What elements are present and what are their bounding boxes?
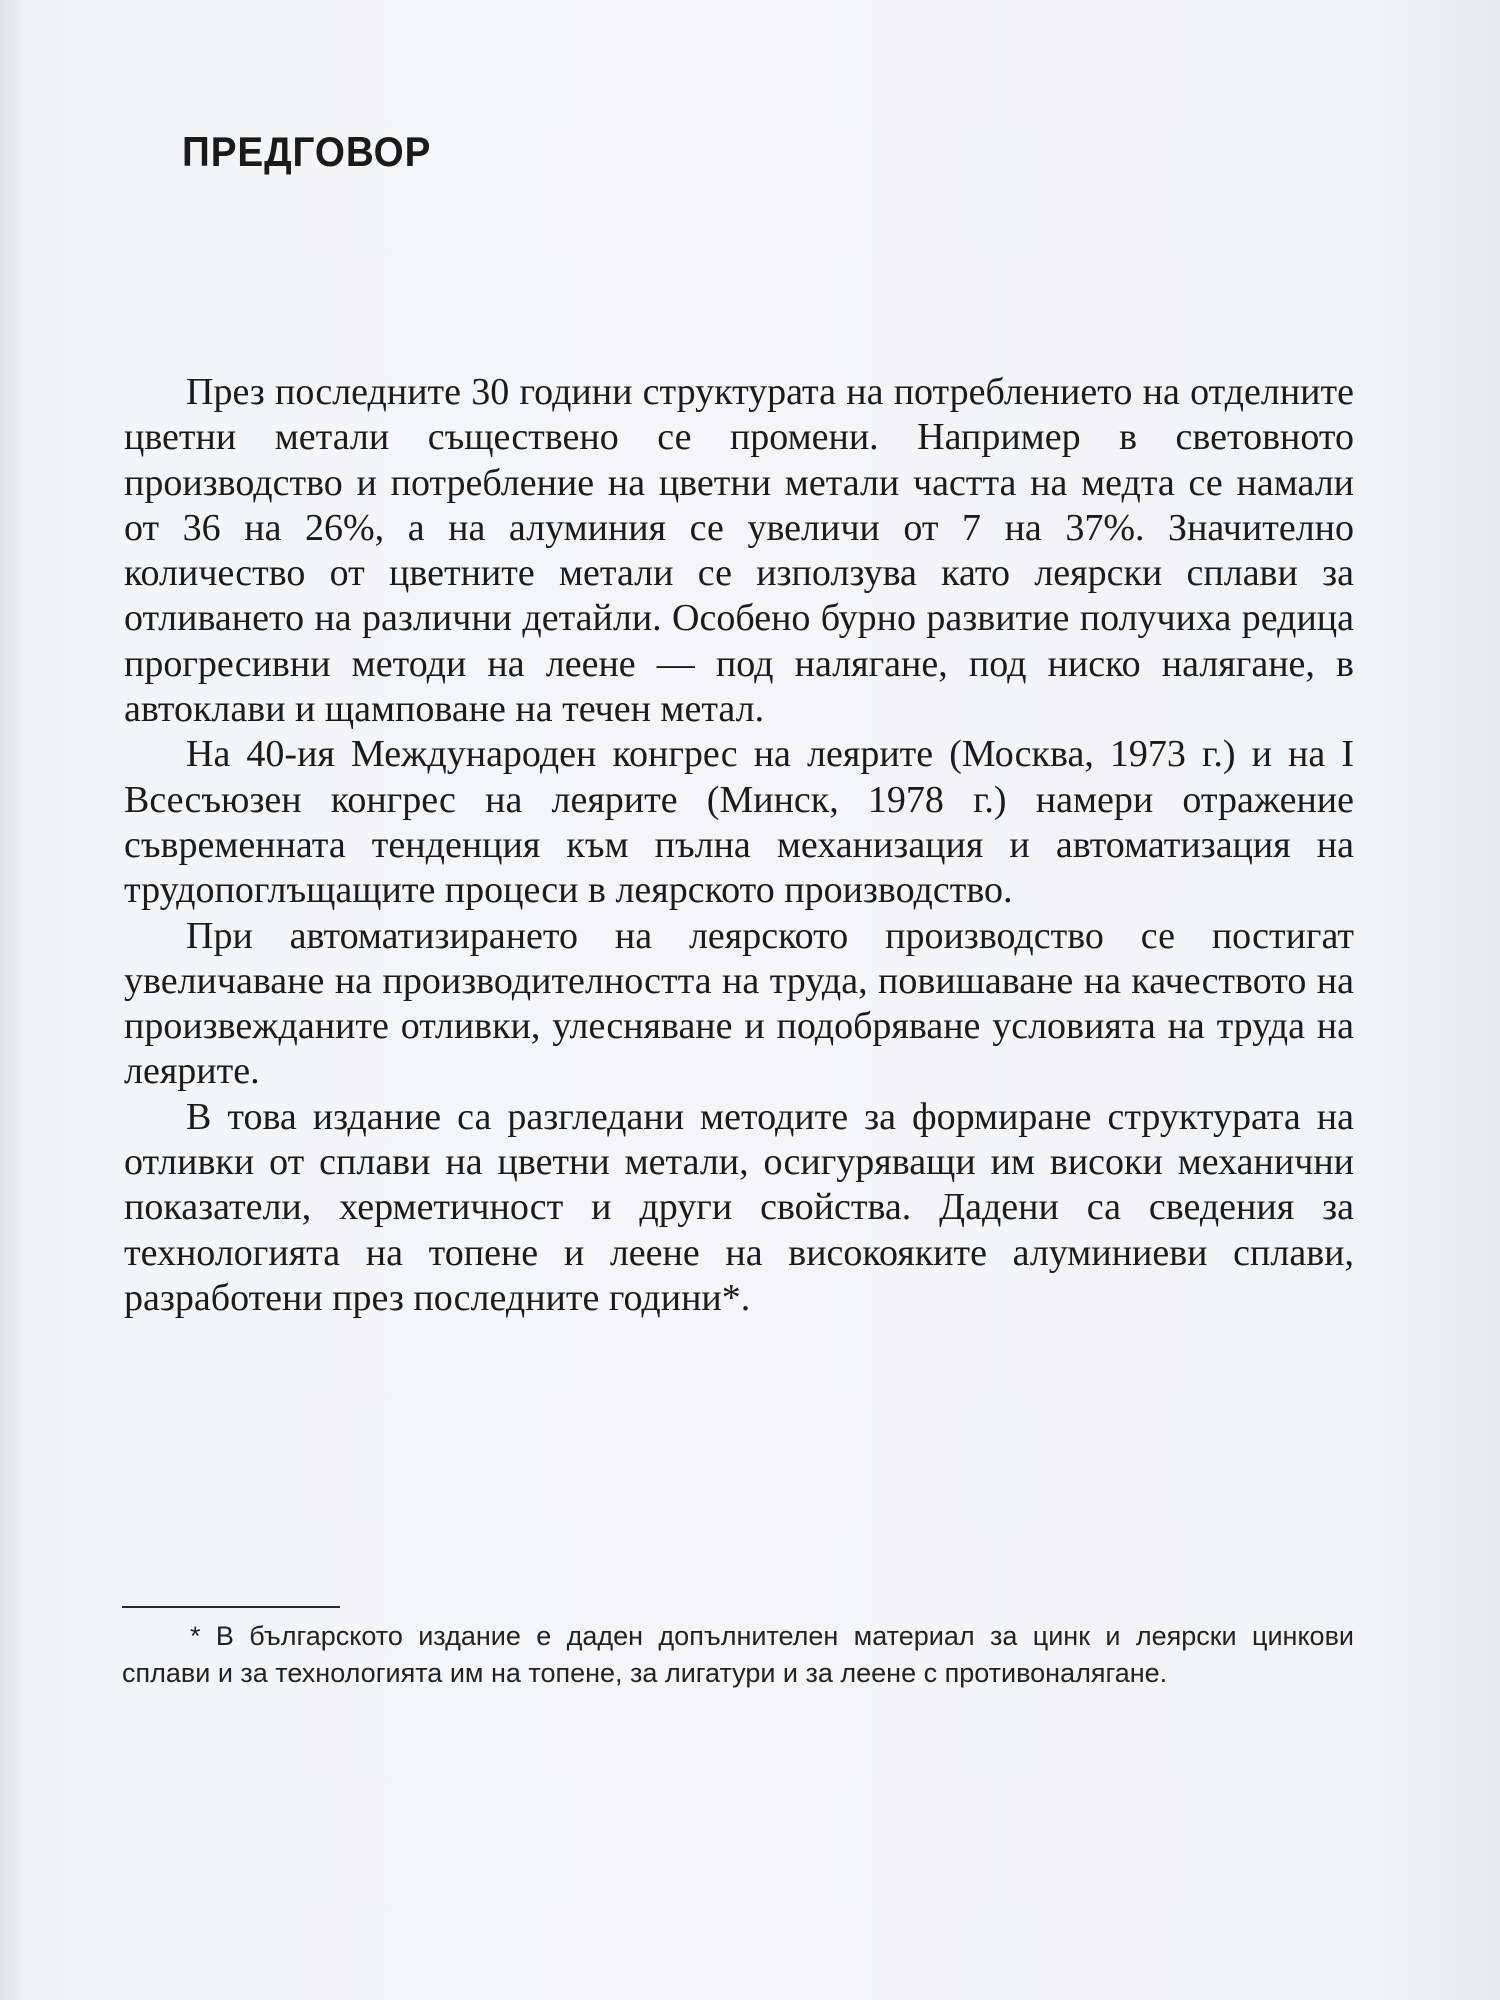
footnote: * В българското издание е даден допълнителен материал за цинк и леярски цинкови сплави и за технологията им на топене, за лигатури и за леене с противоналягане. <box>122 1621 1354 1688</box>
paragraph-4: В това издание са разгледани методите за формиране структурата на отливки от сплави на цветни метали, осигуряващи им високи механични показатели, херметичност и други свойства. Дадени са сведения за технологията на топене и леене на високояките алуминиеви сплави, разработени през последните години*. <box>124 1095 1354 1319</box>
page-edge-shadow <box>0 0 24 2000</box>
paragraph-2: На 40-ия Международен конгрес на леярите (Москва, 1973 г.) и на I Всесъюзен конгрес на леярите (Минск, 1978 г.) намери отражение съвременната тенденция към пълна механизация и автоматизация на трудопоглъщащите процеси в леярското производство. <box>124 733 1354 912</box>
paragraph-1: През последните 30 години структурата на потреблението на отделните цветни метали съществено се промени. Например в световното производство и потребление на цветни метали частта на медта се намали от 36 на 26%, а на алуминия се увеличи от 7 на 37%. Значително количество от цветните метали се използува като леярски сплави за отливането на различни детайли. Особено бурно развитие получиха редица прогресивни методи на леене — под налягане, под ниско налягане, в автоклави и щамповане на течен метал. <box>124 371 1354 731</box>
page-title: ПРЕДГОВОР <box>182 128 432 175</box>
footnote-separator <box>122 1606 340 1608</box>
preface-body <box>124 370 1354 1321</box>
paragraph-3: При автоматизирането на леярското производство се постигат увеличаване на производителността на труда, повишаване на качеството на произвежданите отливки, улесняване и подобряване условията на труда на леярите. <box>124 914 1354 1093</box>
